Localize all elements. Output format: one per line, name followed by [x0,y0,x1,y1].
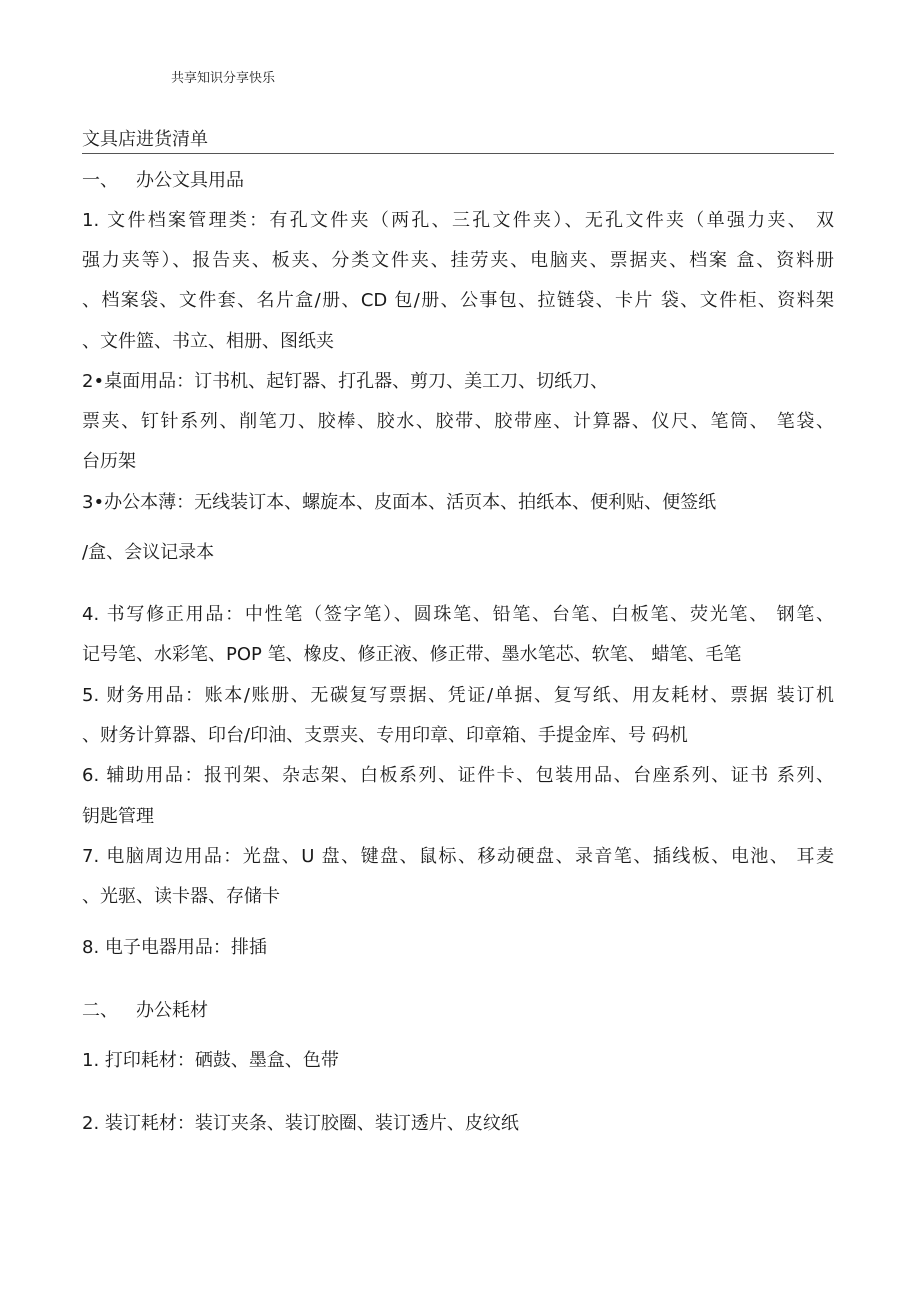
list-item-line: 2•桌面用品：订书机、起钉器、打孔器、剪刀、美工刀、切纸刀、 [82,371,609,392]
list-item-line: 1. 文件档案管理类：有孔文件夹（两孔、三孔文件夹）、无孔文件夹（单强力夹、 双 [82,210,834,231]
list-item-line: 、光驱、读卡器、存储卡 [82,886,280,907]
section-heading-1 [82,168,244,194]
list-item-line: 、财务计算器、印台/印油、支票夹、专用印章、印章箱、手提金库、号 码机 [82,725,688,746]
section-title: 办公文具用品 [136,170,244,191]
list-item-line: 4. 书写修正用品：中性笔（签字笔）、圆珠笔、铅笔、台笔、白板笔、荧光笔、 钢笔、 [82,604,834,625]
title-underline [82,153,834,154]
list-item-line: 1. 打印耗材：硒鼓、墨盒、色带 [82,1050,339,1071]
list-item-line: 3•办公本薄：无线装订本、螺旋本、皮面本、活页本、拍纸本、便利贴、便签纸 [82,492,717,513]
document-title: 文具店进货清单 [82,129,208,150]
page-header: 共享知识分享快乐 [171,71,276,86]
list-item-line: 5. 财务用品：账本/账册、无碳复写票据、凭证/单据、复写纸、用友耗材、票据 装订机 [82,685,834,706]
list-item-line: 6. 辅助用品：报刊架、杂志架、白板系列、证件卡、包装用品、台座系列、证书 系列、 [82,765,834,786]
list-item-line: /盒、会议记录本 [82,542,215,563]
section-heading-2 [82,998,208,1024]
section-marker: 二、 [82,1000,118,1021]
list-item-line: 2. 装订耗材：装订夹条、装订胶圈、装订透片、皮纹纸 [82,1113,519,1134]
list-item-line: 记号笔、水彩笔、POP 笔、橡皮、修正液、修正带、墨水笔芯、软笔、 蜡笔、毛笔 [82,644,742,665]
list-item-line: 7. 电脑周边用品：光盘、U 盘、键盘、鼠标、移动硬盘、录音笔、插线板、电池、 耳麦 [82,846,834,867]
list-item-line: 强力夹等）、报告夹、板夹、分类文件夹、挂劳夹、电脑夹、票据夹、档案 盒、资料册 [82,250,834,271]
list-item-line: 、文件篮、书立、相册、图纸夹 [82,331,334,352]
list-item-line: 8. 电子电器用品：排插 [82,937,267,958]
section-marker: 一、 [82,170,118,191]
section-title: 办公耗材 [136,1000,208,1021]
list-item-line: 、档案袋、文件套、名片盒/册、CD 包/册、公事包、拉链袋、卡片 袋、文件柜、资料架 [82,290,834,311]
list-item-line: 票夹、钉针系列、削笔刀、胶棒、胶水、胶带、胶带座、计算器、仪尺、笔筒、 笔袋、 [82,411,834,432]
list-item-line: 台历架 [82,451,136,472]
list-item-line: 钥匙管理 [82,806,154,827]
